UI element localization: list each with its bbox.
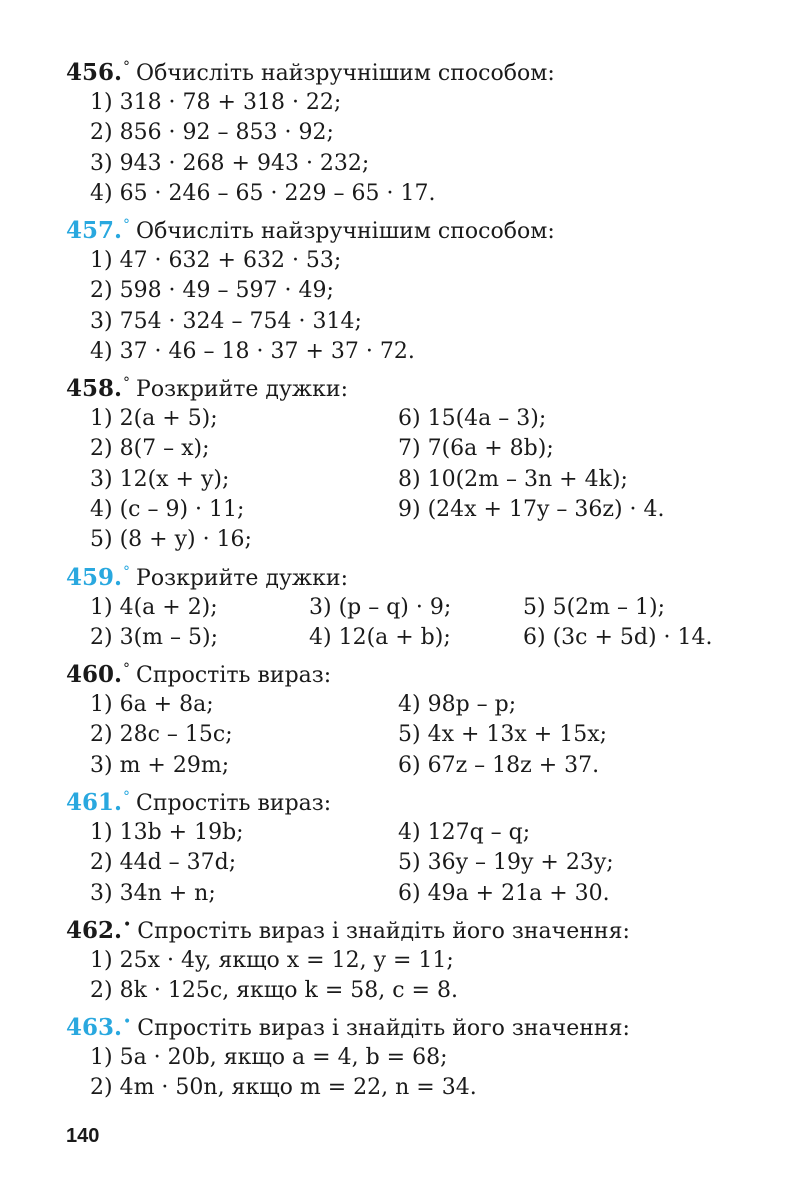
problem-6 [66, 916, 766, 1007]
exercise-row [66, 623, 766, 653]
problem-1 [66, 216, 766, 367]
problem-3 [66, 563, 766, 654]
problem-number: 457. [66, 217, 123, 244]
exercise-item: 4) 98p – p; [398, 692, 517, 717]
exercise-row [66, 751, 766, 781]
difficulty-mark: • [123, 1014, 132, 1030]
problem-number: 462. [66, 917, 123, 944]
exercise-row [66, 1043, 766, 1073]
exercise-row [66, 818, 766, 848]
exercise-item: 3) (p – q) · 9; [309, 595, 452, 620]
exercise-item: 7) 7(6a + 8b); [398, 436, 554, 462]
exercise-item: 2) 28c – 15c; [90, 722, 233, 748]
exercise-item: 5) (8 + y) · 16; [90, 527, 252, 553]
problem-title: Спростіть вираз: [136, 791, 332, 816]
exercise-item: 9) (24x + 17y – 36z) · 4. [398, 496, 665, 522]
exercise-row [66, 495, 766, 525]
exercise-item: 3) 754 · 324 – 754 · 314; [90, 308, 362, 334]
exercise-row [66, 337, 766, 367]
problem-number: 461. [66, 789, 123, 816]
difficulty-mark: ° [123, 217, 131, 233]
difficulty-mark: ° [123, 661, 131, 677]
problem-header [66, 916, 766, 946]
problem-number: 458. [66, 375, 123, 402]
difficulty-mark: ° [123, 564, 131, 580]
exercise-item: 4) (c – 9) · 11; [90, 496, 245, 522]
exercise-item: 2) 598 · 49 – 597 · 49; [90, 278, 334, 304]
exercise-item: 8) 10(2m – 3n + 4k); [398, 466, 628, 492]
exercise-row [66, 946, 766, 976]
exercise-item: 2) 8k · 125c, якщо k = 58, c = 8. [90, 978, 458, 1004]
exercise-row [66, 1073, 766, 1103]
problem-header [66, 374, 766, 404]
exercise-item: 2) 44d – 37d; [90, 850, 237, 876]
exercise-item: 1) 318 · 78 + 318 · 22; [90, 90, 342, 115]
exercise-row [66, 848, 766, 878]
exercise-row [66, 593, 766, 623]
exercise-item: 1) 25x · 4y, якщо x = 12, y = 11; [90, 948, 454, 973]
exercise-item: 5) 5(2m – 1); [523, 595, 665, 620]
exercise-item: 6) 67z – 18z + 37. [398, 752, 600, 778]
exercise-item: 1) 4(a + 2); [90, 595, 218, 620]
exercise-item: 2) 3(m – 5); [90, 625, 218, 651]
exercise-row [66, 879, 766, 909]
exercise-row [66, 690, 766, 720]
difficulty-mark: ° [123, 789, 131, 805]
problem-number: 460. [66, 661, 123, 688]
problem-4 [66, 660, 766, 781]
exercise-item: 6) 15(4a – 3); [398, 406, 547, 431]
exercise-item: 2) 856 · 92 – 853 · 92; [90, 120, 334, 146]
problem-header [66, 788, 766, 818]
problem-header [66, 1013, 766, 1043]
problem-header [66, 216, 766, 246]
problem-number: 459. [66, 564, 123, 591]
exercise-row [66, 276, 766, 306]
problem-title: Спростіть вираз і знайдіть його значення: [137, 919, 630, 944]
exercise-item: 1) 5a · 20b, якщо a = 4, b = 68; [90, 1045, 448, 1070]
exercise-item: 2) 8(7 – x); [90, 436, 210, 462]
problem-title: Розкрийте дужки: [136, 566, 348, 591]
exercise-item: 3) 943 · 268 + 943 · 232; [90, 150, 370, 176]
exercise-item: 2) 4m · 50n, якщо m = 22, n = 34. [90, 1075, 477, 1101]
exercise-item: 3) 12(x + y); [90, 466, 230, 492]
exercise-item: 4) 12(a + b); [309, 625, 451, 651]
exercise-row [66, 404, 766, 434]
exercise-row [66, 246, 766, 276]
difficulty-mark: ° [123, 59, 131, 75]
exercise-item: 1) 13b + 19b; [90, 820, 244, 845]
exercise-item: 4) 37 · 46 – 18 · 37 + 37 · 72. [90, 338, 415, 364]
difficulty-mark: • [123, 917, 132, 933]
problem-number: 463. [66, 1014, 123, 1041]
problem-header [66, 563, 766, 593]
problem-number: 456. [66, 59, 123, 86]
problem-header [66, 660, 766, 690]
problem-7 [66, 1013, 766, 1104]
problem-0 [66, 58, 766, 209]
problem-title: Обчисліть найзручнішим способом: [136, 219, 555, 244]
exercise-item: 1) 6a + 8a; [90, 692, 214, 717]
exercise-row [66, 88, 766, 118]
exercise-row [66, 720, 766, 750]
exercise-row [66, 525, 766, 555]
exercise-item: 3) m + 29m; [90, 752, 230, 778]
exercise-item: 4) 127q – q; [398, 820, 531, 845]
exercise-row [66, 434, 766, 464]
problem-title: Спростіть вираз і знайдіть його значення: [137, 1016, 630, 1041]
exercise-row [66, 976, 766, 1006]
exercise-item: 5) 4x + 13x + 15x; [398, 722, 608, 748]
exercise-row [66, 118, 766, 148]
exercise-item: 3) 34n + n; [90, 880, 216, 906]
exercise-row [66, 307, 766, 337]
exercise-item: 1) 47 · 632 + 632 · 53; [90, 248, 342, 273]
exercise-item: 5) 36y – 19y + 23y; [398, 850, 614, 876]
exercise-item: 4) 65 · 246 – 65 · 229 – 65 · 17. [90, 180, 436, 206]
exercise-item: 6) 49a + 21a + 30. [398, 880, 610, 906]
difficulty-mark: ° [123, 375, 131, 391]
exercise-row [66, 149, 766, 179]
problem-2 [66, 374, 766, 555]
exercise-item: 1) 2(a + 5); [90, 406, 218, 431]
problem-title: Розкрийте дужки: [136, 377, 348, 402]
exercise-row [66, 179, 766, 209]
problem-title: Обчисліть найзручнішим способом: [136, 61, 555, 86]
problem-header [66, 58, 766, 88]
exercise-item: 6) (3c + 5d) · 14. [523, 625, 713, 651]
problem-title: Спростіть вираз: [136, 663, 332, 688]
problem-5 [66, 788, 766, 909]
exercise-row [66, 465, 766, 495]
page-number: 140 [66, 1125, 100, 1147]
